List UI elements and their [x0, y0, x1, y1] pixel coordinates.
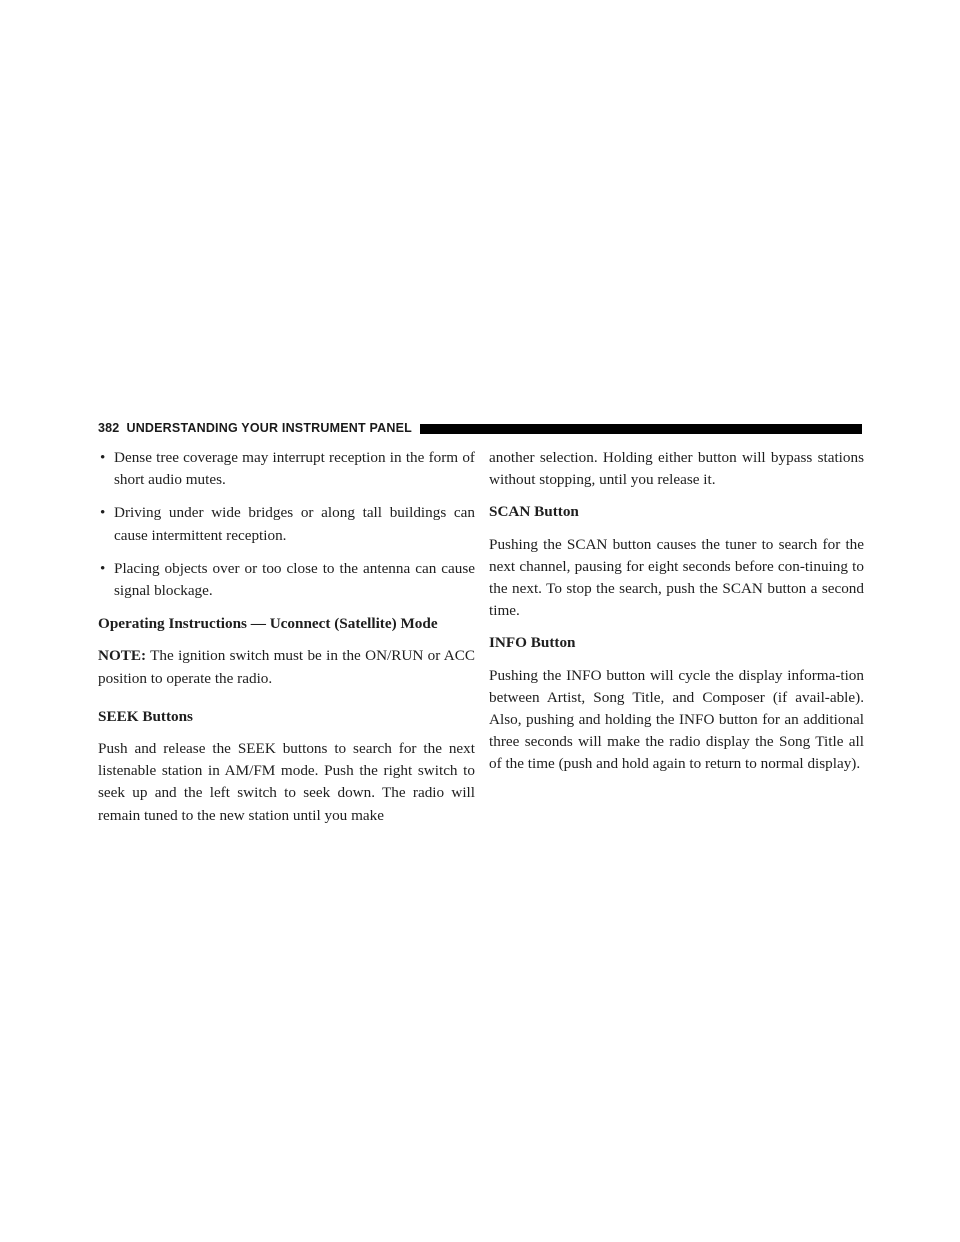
page-number: 382 [98, 421, 120, 435]
right-column [489, 447, 864, 786]
bullet-text: Dense tree coverage may interrupt reception in the form of short audio mutes. [114, 449, 475, 489]
info-paragraph: Pushing the INFO button will cycle the display informa-tion between Artist, Song Title, and Composer (if avail-able). Also, pushing and holding the INFO button for an additional three seconds will make the radio display the Song Title all of the time (push and hold again to return to normal display). [489, 666, 864, 773]
info-button-heading: INFO Button [489, 634, 576, 652]
list-item [98, 447, 475, 491]
header-rule [420, 424, 862, 434]
section-title: UNDERSTANDING YOUR INSTRUMENT PANEL [126, 421, 412, 435]
note-paragraph [98, 645, 475, 689]
seek-buttons-heading: SEEK Buttons [98, 707, 193, 725]
note-label: NOTE: [98, 647, 147, 665]
bullet-text: Driving under wide bridges or along tall buildings can cause intermittent reception. [114, 504, 475, 544]
list-item [98, 558, 475, 602]
bullet-text: Placing objects over or too close to the antenna can cause signal blockage. [114, 559, 475, 600]
seek-continued-paragraph: another selection. Holding either button will bypass stations without stopping, until you release it. [489, 449, 864, 489]
list-item [98, 502, 475, 546]
reception-bullet-list [98, 447, 475, 602]
bullet-icon: • [100, 559, 106, 577]
bullet-icon: • [100, 504, 106, 522]
left-column [98, 447, 475, 837]
scan-paragraph: Pushing the SCAN button causes the tuner to search for the next channel, pausing for eight seconds before con-tinuing to the next. To stop the search, push the SCAN button a second time. [489, 535, 864, 620]
bullet-icon: • [100, 449, 106, 466]
note-text: The ignition switch must be in the ON/RUN or ACC position to operate the radio. [98, 647, 475, 687]
operating-instructions-heading: Operating Instructions — Uconnect (Satellite) Mode [98, 615, 438, 633]
seek-paragraph: Push and release the SEEK buttons to search for the next listenable station in AM/FM mode. Push the right switch to seek up and the left switch to seek down. The radio will remain tuned to the new station until you make [98, 740, 475, 824]
page-header [98, 419, 862, 437]
scan-button-heading: SCAN Button [489, 503, 579, 521]
